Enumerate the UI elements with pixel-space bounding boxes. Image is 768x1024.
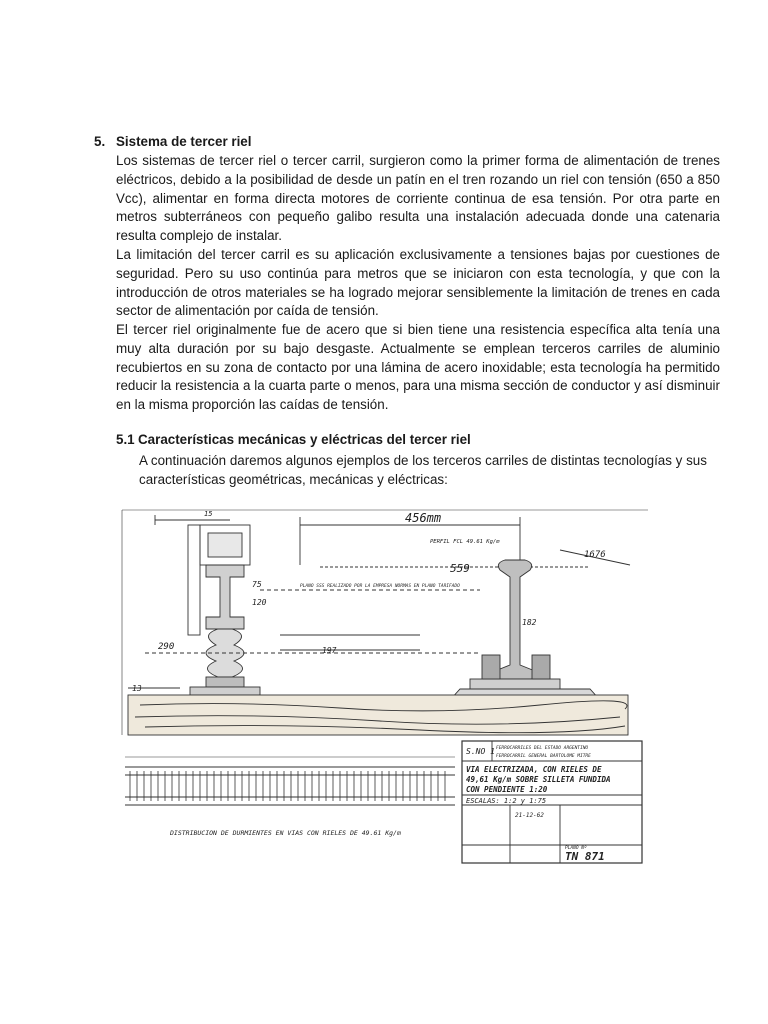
title-block-header-2: FERROCARRIL GENERAL BARTOLOME MITRE — [496, 754, 591, 759]
technical-drawing — [120, 505, 650, 865]
dim-120-label: 120 — [252, 598, 267, 607]
subsection-number: 5.1 — [116, 432, 135, 447]
subsection-title: Características mecánicas y eléctricas del tercer riel — [138, 432, 471, 447]
dim-559-label: 559 — [450, 562, 470, 575]
section-heading — [94, 134, 251, 149]
dim-13-label: 13 — [132, 684, 142, 693]
dim-15-label: 15 — [204, 510, 213, 518]
dim-182-label: 182 — [522, 618, 537, 627]
dim-456-label: 456mm — [405, 511, 442, 525]
paragraph-1: Los sistemas de tercer riel o tercer carril, surgieron como la primer forma de alimentación de trenes eléctricos, debido a la posibilidad de desde un patín en el tren rozando un riel con tensión (650 a 850 Vcc), alimentar en forma directa motores de corriente continua de esa tensión. Por otra parte en metros subterráneos con pequeño galibo resulta una instalación adecuada donde una catenaria resulta complejo de instalar. — [116, 153, 720, 244]
paragraph-2: La limitación del tercer carril es su aplicación exclusivamente a tensiones bajas por cuestiones de seguridad. Pero su uso continúa para metros que se iniciaron con esta tecnología, y que con la introducción de otros materiales se ha logrado mejorar sensiblemente la limitación de trenes en cada sector de alimentación por caída de tensión. — [116, 247, 720, 319]
dim-290-label: 290 — [158, 642, 175, 652]
title-block-title-1: VIA ELECTRIZADA, CON RIELES DE — [466, 765, 602, 774]
subsection-intro: A continuación daremos algunos ejemplos de los terceros carriles de distintas tecnologías y sus características geométricas, mecánicas y eléctricas: — [139, 453, 707, 487]
title-block-title-3: CON PENDIENTE 1:20 — [466, 785, 548, 794]
section-number: 5. — [94, 134, 106, 149]
title-block-sheet: S.NO 1 — [466, 747, 495, 756]
title-block-header-1: FERROCARRILES DEL ESTADO ARGENTINO — [496, 746, 589, 751]
track-caption: DISTRIBUCION DE DURMIENTES EN VIAS CON RIELES DE 49.61 Kg/m — [170, 829, 401, 837]
dim-75-label: 75 — [252, 580, 262, 589]
note-mid: PLANO SSS REALIZADO POR LA EMPRESA NORMAS EN PLANO TARIFADO — [300, 584, 460, 589]
title-block-title-2: 49,61 Kg/m SOBRE SILLETA FUNDIDA — [466, 775, 611, 784]
title-block-scale: ESCALAS: 1:2 y 1:75 — [466, 797, 547, 805]
note-top: PERFIL FCL 49.61 Kg/m — [430, 539, 500, 545]
paragraph-3: El tercer riel originalmente fue de acero que si bien tiene una resistencia específica alta tenía una muy alta duración por su bajo desgaste. Actualmente se emplean terceros carriles de aluminio recubiertos en su zona de contacto por una lámina de acero inoxidable; esta tecnología ha permitido reducir la resistencia a la cuarta parte o menos, para una misma sección de conductor y así disminuir en la misma proporción las caídas de tensión. — [116, 322, 720, 413]
title-block-date: 21-12-62 — [515, 812, 544, 819]
subsection-heading — [116, 432, 471, 447]
dim-197-label: 197 — [322, 646, 337, 655]
dim-1676-label: 1676 — [584, 550, 606, 560]
section-title: Sistema de tercer riel — [116, 134, 252, 149]
title-block-number: TN 871 — [565, 850, 605, 863]
title-block-plano-label: PLANO Nº — [565, 846, 587, 851]
